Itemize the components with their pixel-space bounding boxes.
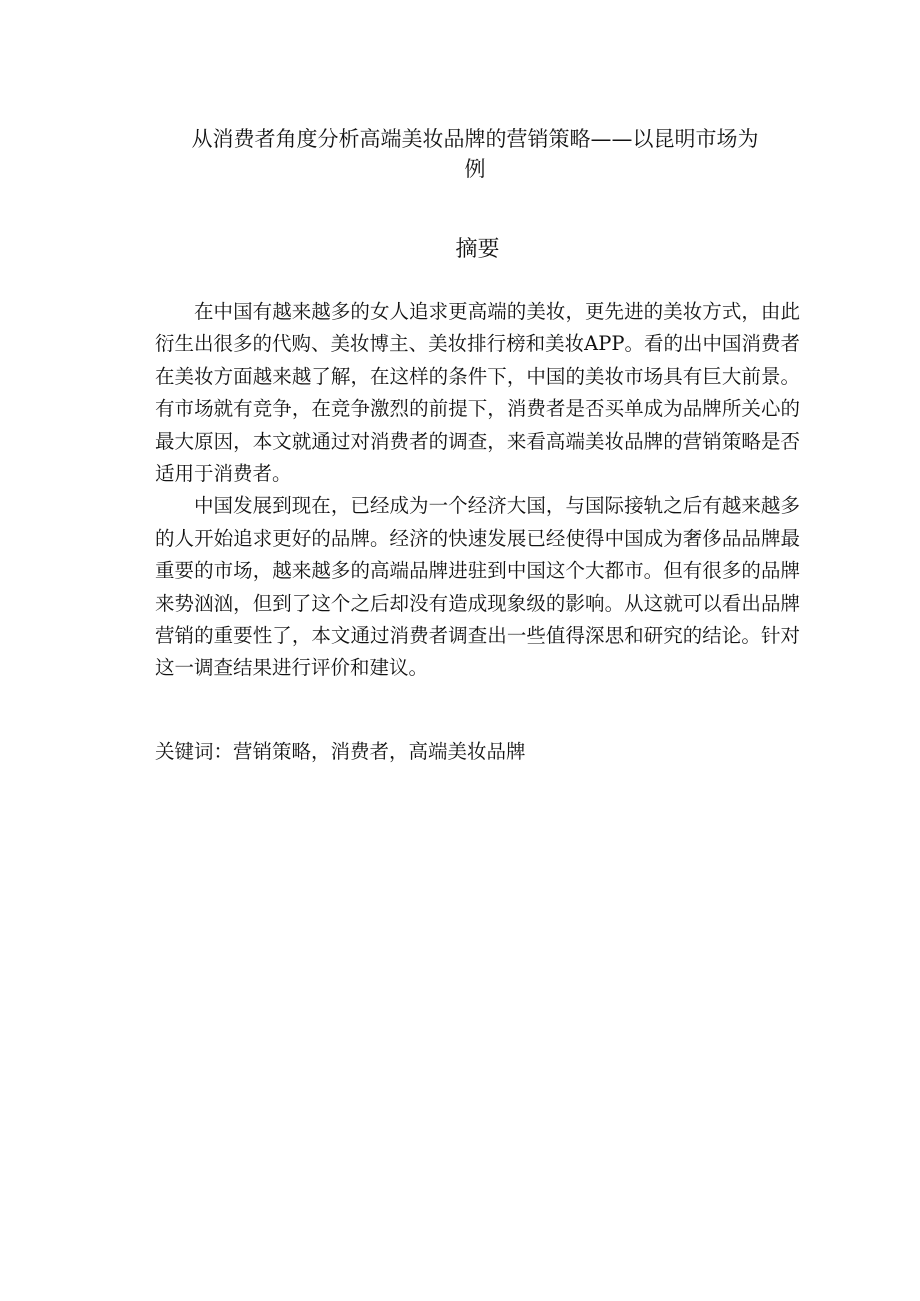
paper-title-line-2: 例 [464,157,486,181]
keywords-line [155,736,795,768]
keywords-value: 营销策略，消费者，高端美妆品牌 [233,740,526,763]
abstract-paragraph-2: 中国发展到现在，已经成为一个经济大国，与国际接轨之后有越来越多的人开始追求更好的品牌。经济的快速发展已经使得中国成为奢侈品品牌最重要的市场，越来越多的高端品牌进驻到中国这个大都市。但有很多的品牌来势汹汹，但到了这个之后却没有造成现象级的影响。从这就可以看出品牌营销的重要性了，本文通过消费者调查出一些值得深思和研究的结论。针对这一调查结果进行评价和建议。 [155,494,800,680]
paper-title [150,124,800,184]
keywords-label: 关键词： [155,740,234,763]
abstract-body [155,296,800,685]
abstract-heading: 摘要 [455,237,500,262]
abstract-paragraph-1: 在中国有越来越多的女人追求更高端的美妆，更先进的美妆方式，由此衍生出很多的代购、美妆博主、美妆排行榜和美妆APP。看的出中国消费者在美妆方面越来越了解，在这样的条件下，中国的美妆市场具有巨大前景。有市场就有竞争，在竞争激烈的前提下，消费者是否买单成为品牌所关心的最大原因，本文就通过对消费者的调查，来看高端美妆品牌的营销策略是否适用于消费者。 [155,300,800,486]
paper-title-line-1: 从消费者角度分析高端美妆品牌的营销策略——以昆明市场为 [191,127,759,151]
